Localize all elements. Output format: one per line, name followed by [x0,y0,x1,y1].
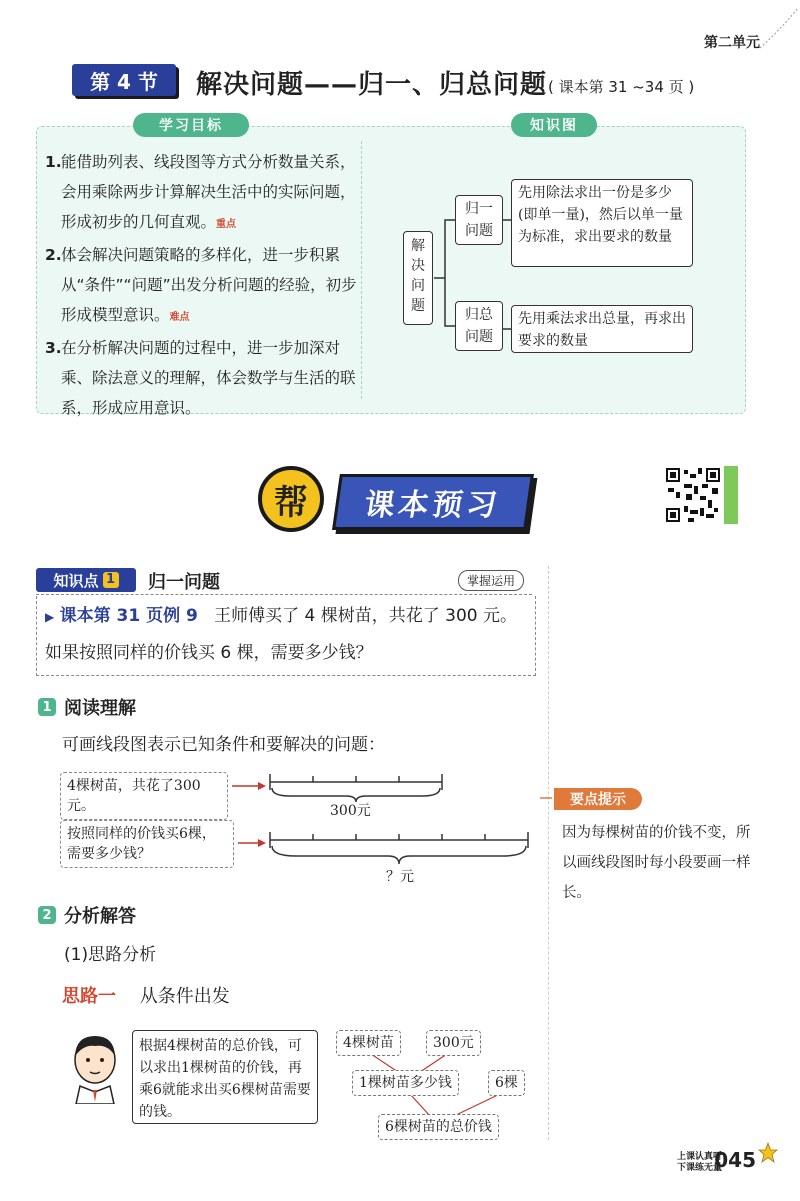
mind-map-desc-totalization: 先用乘法求出总量，再求出要求的数量 [511,305,693,353]
unit-label: 第二单元 [704,35,760,51]
student-avatar-icon [64,1030,126,1104]
qr-side-strip [724,466,738,524]
step-number: 2 [38,906,56,924]
analysis-label: (1)思路分析 [64,945,157,965]
route-text: 从条件出发 [139,986,230,1007]
difficult-point-mark: 难点 [169,312,190,323]
page-number: 045 [714,1148,756,1172]
example-reference: 课本第 31 页例 9 [59,606,198,626]
banner-title: 课本预习 [332,474,534,530]
objective-text: 在分析解决问题的过程中，进一步加深对乘、除法意义的理解，体会数学与生活的联系，形成应用意识。 [61,339,356,417]
step-title: 分析解答 [64,906,136,927]
knowledge-point-title: 归一问题 [148,572,220,593]
example-text: 王师傅买了 4 棵树苗，共花了 300 元。如果按照同样的价钱买 6 棵，需要多少钱？ [45,606,517,663]
mind-map-branch-normalization: 归一问题 [455,195,503,245]
segment1-label: 4棵树苗，共花了300元。 [60,772,228,820]
objectives-panel [36,118,746,417]
mastery-tag: 掌握运用 [458,570,524,591]
step-analysis-heading [38,902,136,928]
mind-map-desc-normalization: 先用除法求出一份是多少(即单一量)，然后以单一量为标准，求出要求的数量 [511,179,693,267]
qr-code-icon[interactable] [664,466,722,524]
route-name: 思路一 [62,986,116,1007]
segment2-label: 按照同样的价钱买6棵，需要多少钱？ [60,820,234,868]
segment1-caption: 300元 [330,803,371,819]
mind-map-root: 解决问题 [403,231,433,325]
triangle-icon: ▶ [45,610,55,624]
flow-box: 1棵树苗多少钱 [352,1070,459,1096]
segment2-caption: ？元 [386,869,414,885]
flow-box: 6棵树苗的总价钱 [378,1114,499,1140]
knowledge-point-badge [36,568,136,592]
flow-box: 300元 [426,1030,481,1056]
key-point-mark: 重点 [216,219,237,230]
mind-map-connectors [37,127,745,413]
knowledge-point-number: 1 [103,572,119,588]
star-mascot-icon [758,1142,778,1166]
tip-text: 因为每棵树苗的价钱不变，所以画线段图时每小段要画一样长。 [562,825,751,901]
knowledge-point-label: 知识点 [53,571,99,590]
step-reading-heading [38,694,136,720]
objectives-tab: 学习目标 [133,113,249,137]
tip-heading: 要点提示 [554,788,642,810]
knowledge-map-tab: 知识图 [511,113,597,137]
objective-number: 2. [45,246,62,264]
footer-slogan-line: 上课认真听 [676,1152,722,1162]
step-number: 1 [38,698,56,716]
footer-slogan-line: 下课练无量 [676,1163,722,1173]
route-heading [62,982,230,1008]
example-box [36,596,536,676]
objective-text: 能借助列表、线段图等方式分析数量关系，会用乘除两步计算解决生活中的实际问题，形成初步的几何直观。 [61,153,356,231]
objective-text: 体会解决问题策略的多样化，进一步积累从“条件”“问题”出发分析问题的经验，初步形成模型意识。 [61,246,357,324]
section-badge: 第 4 节 [72,64,176,96]
banner-badge: 帮 [258,466,324,532]
section-reference: ( 课本第 31 ~34 页 ) [548,78,695,96]
objective-number: 1. [45,153,62,171]
preview-banner [258,462,538,546]
knowledge-point-header [36,566,532,595]
objective-number: 3. [45,339,62,357]
flow-box: 4棵树苗 [336,1030,401,1056]
flow-box: 6棵 [488,1070,525,1096]
step-reading-text: 可画线段图表示已知条件和要解决的问题： [62,735,385,755]
section-title: 解决问题——归一、归总问题 [196,70,548,100]
step-title: 阅读理解 [64,698,136,719]
speech-bubble: 根据4棵树苗的总价钱，可以求出1棵树苗的价钱，再乘6就能求出买6棵树苗需要的钱。 [132,1030,318,1124]
sidebar-divider [548,566,549,1140]
mind-map-branch-totalization: 归总问题 [455,301,503,351]
